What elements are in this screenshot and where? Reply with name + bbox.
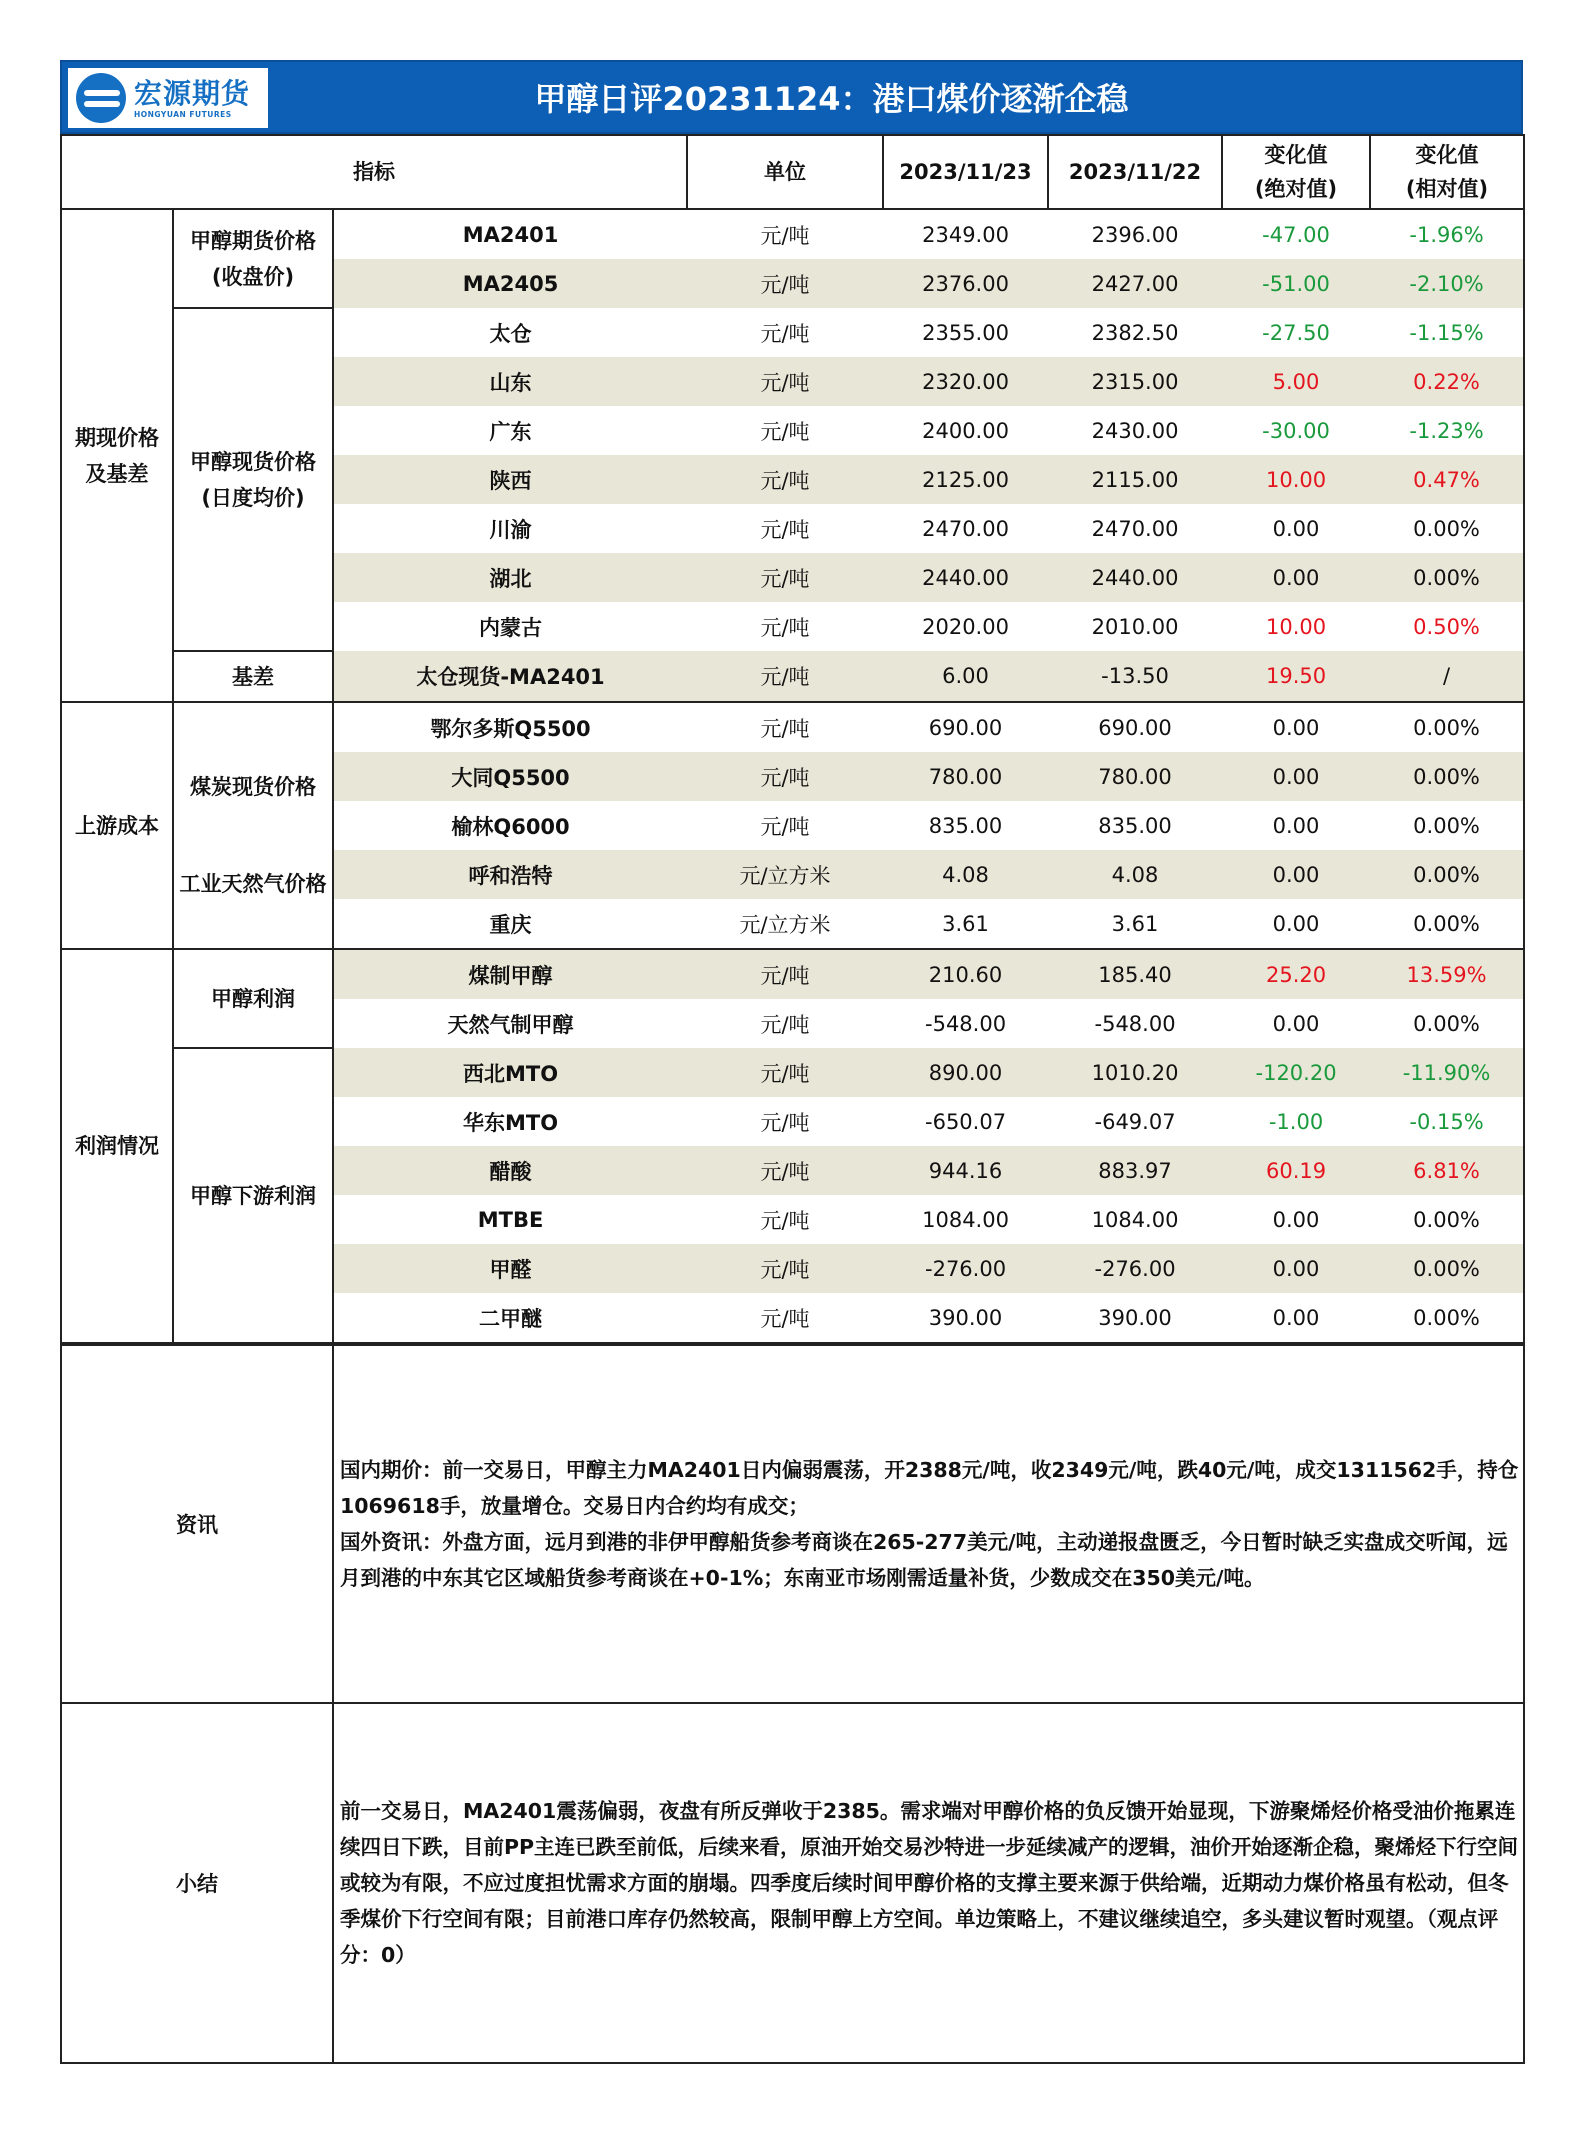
row-unit: 元/吨 [687,651,883,702]
row-value-date1: 2376.00 [883,259,1048,308]
row-rel-change: 0.00% [1370,752,1524,801]
row-rel-change: 0.00% [1370,999,1524,1048]
table-row [61,651,1524,702]
row-rel-change: 0.00% [1370,1195,1524,1244]
row-abs-change: 0.00 [1272,1207,1320,1232]
row-value-date2: -276.00 [1048,1244,1222,1293]
group-coal-price: 煤炭现货价格 [173,702,333,850]
row-rel-change: 0.22% [1370,357,1524,406]
row-name: 山东 [333,357,687,406]
row-value-date2: -649.07 [1094,1109,1176,1134]
row-rel-change: 0.00% [1370,1244,1524,1293]
row-abs-change: 0.00 [1222,1244,1370,1293]
table-row [61,702,1524,752]
summary-row [61,1703,1524,2063]
row-name: 甲醛 [333,1244,687,1293]
row-value-date1: 690.00 [928,715,1003,740]
row-abs-change: -1.00 [1268,1109,1324,1134]
row-unit: 元/吨 [760,223,810,248]
group-spot-price: 甲醇现货价格 (日度均价) [173,308,333,651]
table-row [61,209,1524,259]
row-value-date1: 2020.00 [922,614,1009,639]
row-rel-change: -1.96% [1370,209,1524,259]
row-value-date2: 2440.00 [1048,553,1222,602]
row-value-date1: 210.60 [883,949,1048,999]
group-futures-price: 甲醇期货价格 (收盘价) [173,209,333,308]
row-abs-change: 5.00 [1222,357,1370,406]
row-value-date1: 2349.00 [922,222,1009,247]
row-value-date1: 390.00 [883,1293,1048,1343]
row-unit: 元/吨 [687,949,883,999]
row-value-date2: 2396.00 [1091,222,1179,247]
row-rel-change: 0.00% [1370,850,1524,899]
row-value-date2: 2430.00 [1091,418,1179,443]
row-name: 榆林Q6000 [451,814,570,839]
row-value-date1: 2125.00 [883,455,1048,504]
row-abs-change: -120.20 [1222,1048,1370,1097]
row-name: 川渝 [489,517,532,542]
row-name: 湖北 [333,553,687,602]
row-abs-change: 0.00 [1272,813,1320,838]
row-name: 陕西 [333,455,687,504]
row-rel-change: -2.10% [1370,259,1524,308]
group-gas-price: 工业天然气价格 [173,850,333,949]
row-unit: 元/吨 [687,752,883,801]
row-rel-change: 0.00% [1370,504,1524,553]
row-unit: 元/吨 [687,1048,883,1097]
group-basis: 基差 [173,651,333,702]
summary-body: 前一交易日，MA2401震荡偏弱，夜盘有所反弹收于2385。需求端对甲醇价格的负反馈开始显现，下游聚烯烃价格受油价拖累连续四日下跌，目前PP主连已跌至前低，后续来看，原油开始交易沙特进一步延续减产的逻辑，油价开始逐渐企稳，聚烯烃下行空间或较为有限，不应过度担忧需求方面的崩塌。四季度后续时间甲醇价格的支撑主要来源于供给端，近期动力煤价格虽有松动，但冬季煤价下行空间有限；目前港口库存仍然较高，限制甲醇上方空间。单边策略上，不建议继续追空，多头建议暂时观望。（观点评分：0） [333,1703,1524,2063]
row-unit: 元/吨 [760,321,810,346]
row-unit: 元/吨 [687,1146,883,1195]
group-downstream-profit: 甲醇下游利润 [173,1048,333,1343]
row-rel-change: 0.00% [1370,801,1524,850]
row-value-date1: 6.00 [883,651,1048,702]
row-abs-change: 60.19 [1222,1146,1370,1195]
row-value-date1: 2355.00 [922,320,1009,345]
row-unit: 元/吨 [687,259,883,308]
header-indicator: 指标 [61,135,687,209]
row-rel-change: 13.59% [1370,949,1524,999]
logo-cn: 宏源期货 [134,76,251,110]
row-abs-change: 0.00 [1272,516,1320,541]
header-abs-change: 变化值 (绝对值) [1222,135,1370,209]
row-name: 醋酸 [333,1146,687,1195]
row-rel-change: 0.50% [1370,602,1524,651]
logo [68,68,268,128]
row-name: MTBE [477,1207,544,1232]
table-row [61,308,1524,357]
row-rel-change: 6.81% [1370,1146,1524,1195]
row-value-date1: 2320.00 [883,357,1048,406]
row-abs-change: -30.00 [1262,418,1330,443]
row-rel-change: -1.15% [1370,308,1524,357]
row-name: 大同Q5500 [333,752,687,801]
row-value-date1: 3.61 [883,899,1048,949]
row-name: 二甲醚 [333,1293,687,1343]
news-label: 资讯 [61,1345,333,1703]
row-value-date2: 1084.00 [1091,1207,1179,1232]
row-unit: 元/吨 [760,517,810,542]
row-abs-change: -27.50 [1262,320,1330,345]
row-abs-change: 19.50 [1222,651,1370,702]
row-abs-change: 0.00 [1222,1293,1370,1343]
row-name: 广东 [489,419,532,444]
row-abs-change: -47.00 [1262,222,1330,247]
row-value-date1: -548.00 [925,1011,1007,1036]
row-unit: 元/吨 [687,553,883,602]
row-name: MA2405 [333,259,687,308]
row-value-date2: 2427.00 [1048,259,1222,308]
row-name: 煤制甲醇 [333,949,687,999]
row-value-date2: 2382.50 [1091,320,1179,345]
logo-icon [76,73,126,123]
row-abs-change: 0.00 [1222,553,1370,602]
title-bar [60,60,1523,134]
row-value-date2: 2470.00 [1091,516,1179,541]
table-row [61,850,1524,899]
row-abs-change: -51.00 [1222,259,1370,308]
row-rel-change: 0.00% [1370,702,1524,752]
row-unit: 元/吨 [760,1208,810,1233]
row-unit: 元/吨 [760,615,810,640]
row-value-date2: 390.00 [1048,1293,1222,1343]
header-date1: 2023/11/23 [883,135,1048,209]
row-value-date2: 690.00 [1098,715,1172,740]
row-name: 呼和浩特 [333,850,687,899]
row-rel-change: -0.15% [1370,1097,1524,1146]
row-rel-change: / [1370,651,1524,702]
row-value-date1: 890.00 [883,1048,1048,1097]
row-abs-change: 0.00 [1272,715,1320,740]
row-value-date2: 4.08 [1048,850,1222,899]
row-unit: 元/吨 [760,1110,810,1135]
row-abs-change: 0.00 [1222,752,1370,801]
row-unit: 元/吨 [687,455,883,504]
row-value-date2: 2315.00 [1048,357,1222,406]
row-rel-change: -11.90% [1370,1048,1524,1097]
logo-en: HONGYUAN FUTURES [134,109,232,119]
row-value-date1: 835.00 [928,813,1003,838]
row-unit: 元/吨 [687,1244,883,1293]
row-unit: 元/吨 [760,814,810,839]
row-abs-change: 10.00 [1222,455,1370,504]
row-value-date1: 2400.00 [922,418,1009,443]
summary-label: 小结 [61,1703,333,2063]
group-methanol-profit: 甲醇利润 [173,949,333,1048]
row-value-date1: 944.16 [883,1146,1048,1195]
news-row [61,1345,1524,1703]
row-value-date1: 2470.00 [922,516,1009,541]
row-name: 西北MTO [333,1048,687,1097]
row-value-date1: 2440.00 [883,553,1048,602]
header-row [61,135,1524,209]
row-value-date2: 883.97 [1048,1146,1222,1195]
row-rel-change: 0.00% [1370,899,1524,949]
data-table [60,134,1525,1344]
row-name: 重庆 [333,899,687,949]
row-value-date1: 780.00 [883,752,1048,801]
news-paragraph-2: 国外资讯：外盘方面，远月到港的非伊甲醇船货参考商谈在265-277美元/吨，主动递报盘匮乏，今日暂时缺乏实盘成交听闻，远月到港的中东其它区域船货参考商谈在+0-1%；东南亚市场刚需适量补货，少数成交在350美元/吨。 [340,1530,1508,1590]
section-upstream-cost: 上游成本 [61,702,173,949]
news-body [333,1345,1524,1703]
row-name: MA2401 [462,222,559,247]
row-value-date1: 4.08 [883,850,1048,899]
row-name: 太仓现货-MA2401 [333,651,687,702]
row-rel-change: 0.00% [1370,1293,1524,1343]
text-table [60,1344,1525,2064]
table-row [61,1048,1524,1097]
row-unit: 元/立方米 [687,850,883,899]
row-name: 鄂尔多斯Q5500 [430,716,591,741]
section-profit: 利润情况 [61,949,173,1343]
news-paragraph-1: 国内期价：前一交易日，甲醇主力MA2401日内偏弱震荡，开2388元/吨，收2349元/吨，跌40元/吨，成交1311562手，持仓1069618手，放量增仓。交易日内合约均有成交； [340,1458,1519,1518]
row-value-date2: 780.00 [1048,752,1222,801]
row-value-date2: 1010.20 [1048,1048,1222,1097]
row-abs-change: 0.00 [1272,1011,1320,1036]
row-abs-change: 25.20 [1222,949,1370,999]
row-rel-change: -1.23% [1370,406,1524,455]
report-sheet [60,60,1523,2064]
row-value-date2: 185.40 [1048,949,1222,999]
row-unit: 元/吨 [760,419,810,444]
row-unit: 元/吨 [687,357,883,406]
row-value-date2: 2115.00 [1048,455,1222,504]
row-abs-change: 10.00 [1265,614,1327,639]
row-abs-change: 0.00 [1222,899,1370,949]
row-rel-change: 0.00% [1370,553,1524,602]
header-unit: 单位 [687,135,883,209]
page-title: 甲醇日评20231124：港口煤价逐渐企稳 [534,80,1129,118]
row-value-date2: 835.00 [1098,813,1172,838]
header-date2: 2023/11/22 [1048,135,1222,209]
row-name: 太仓 [489,321,532,346]
row-unit: 元/立方米 [687,899,883,949]
row-name: 天然气制甲醇 [447,1012,574,1037]
row-abs-change: 0.00 [1222,850,1370,899]
row-unit: 元/吨 [760,716,810,741]
row-unit: 元/吨 [760,1012,810,1037]
row-name: 内蒙古 [479,615,543,640]
row-value-date2: 3.61 [1048,899,1222,949]
row-value-date1: -650.07 [925,1109,1007,1134]
row-value-date1: -276.00 [883,1244,1048,1293]
table-row [61,949,1524,999]
row-value-date2: -548.00 [1094,1011,1176,1036]
row-rel-change: 0.47% [1370,455,1524,504]
row-name: 华东MTO [462,1110,559,1135]
row-value-date1: 1084.00 [922,1207,1009,1232]
row-value-date2: -13.50 [1048,651,1222,702]
row-value-date2: 2010.00 [1091,614,1179,639]
header-rel-change: 变化值 (相对值) [1370,135,1524,209]
row-unit: 元/吨 [687,1293,883,1343]
section-price-basis: 期现价格 及基差 [61,209,173,702]
